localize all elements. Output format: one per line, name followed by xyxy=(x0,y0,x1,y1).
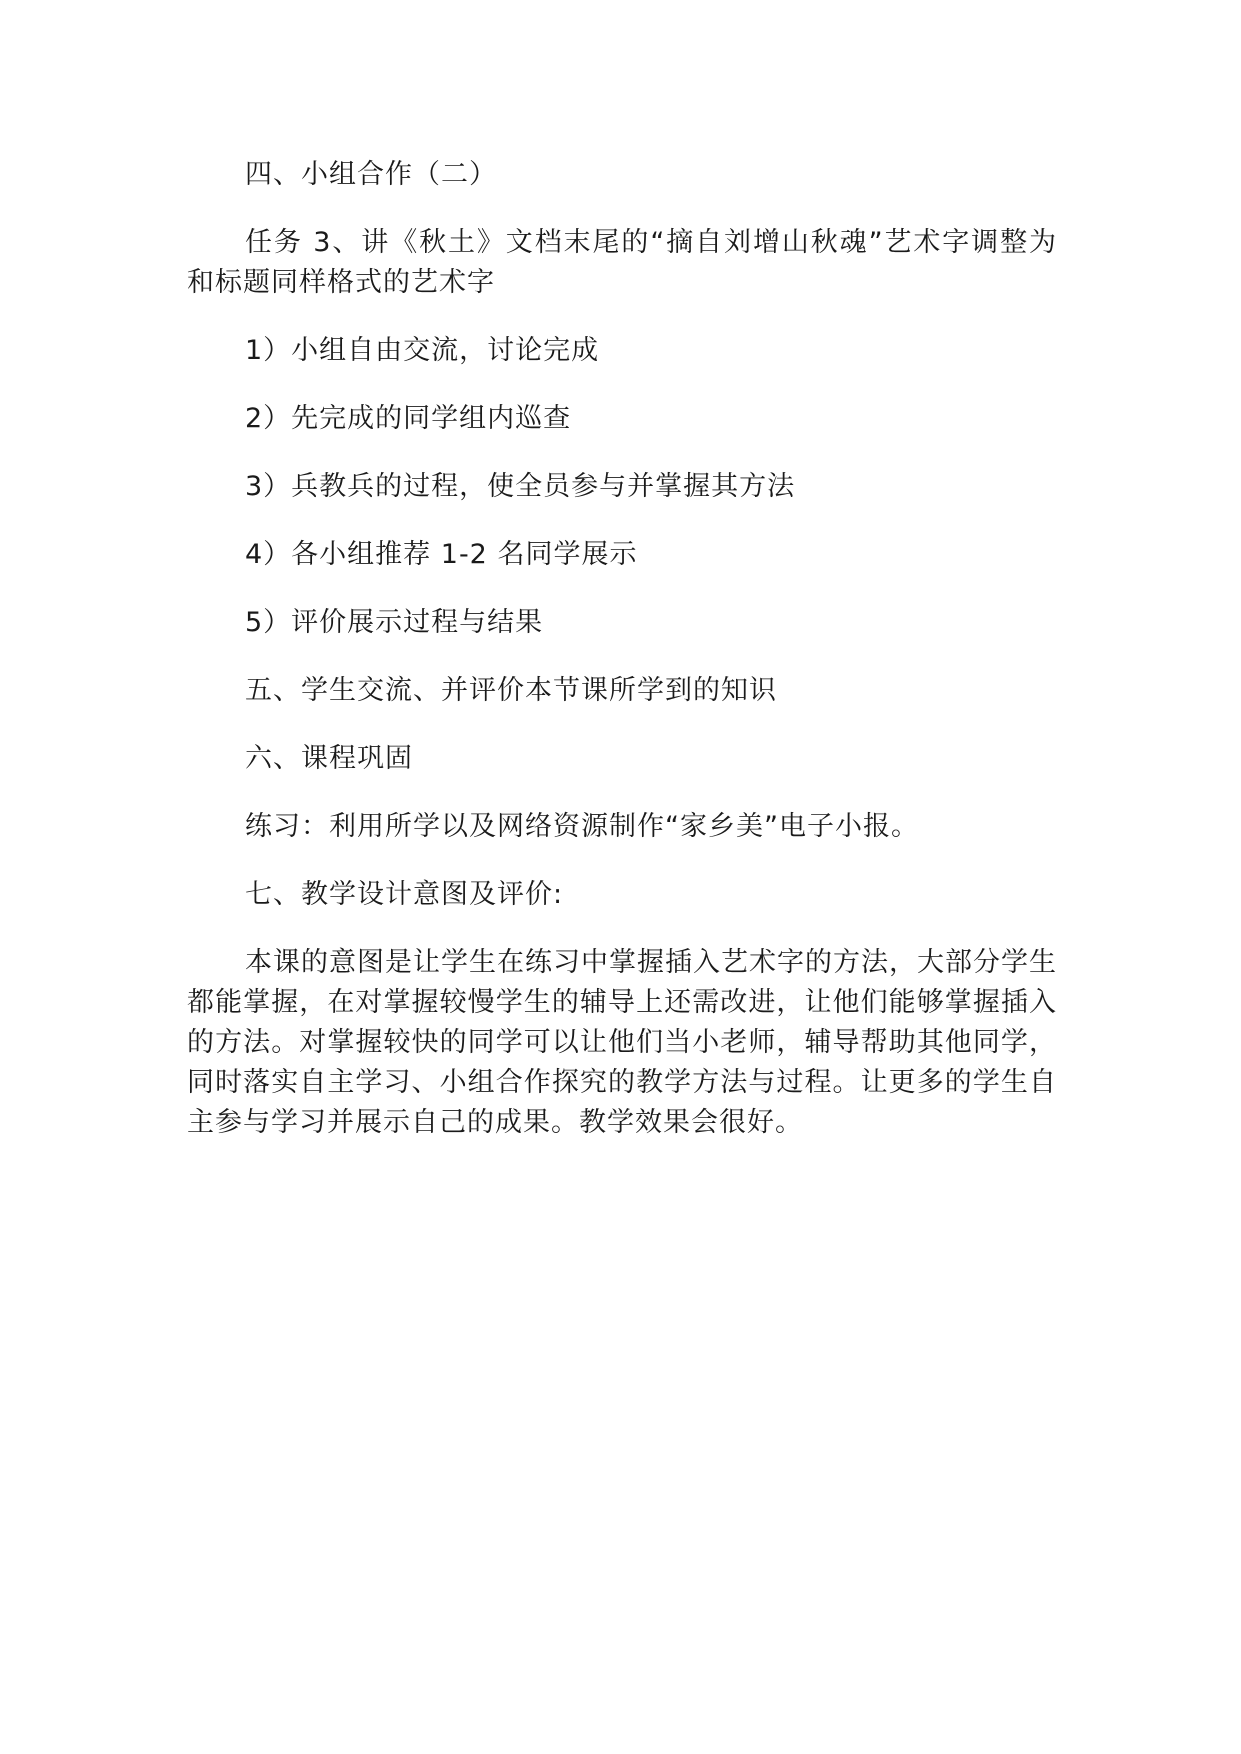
document-body xyxy=(187,155,1057,1171)
design-intent-paragraph: 本课的意图是让学生在练习中掌握插入艺术字的方法，大部分学生都能掌握，在对掌握较慢学生的辅导上还需改进，让他们能够掌握插入的方法。对掌握较快的同学可以让他们当小老师，辅导帮助其他同学，同时落实自主学习、小组合作探究的教学方法与过程。让更多的学生自主参与学习并展示自己的成果。教学效果会很好。 xyxy=(187,947,1057,1138)
section-heading-exchange: 五、学生交流、并评价本节课所学到的知识 xyxy=(245,675,777,706)
task-3-paragraph: 任务 3、讲《秋土》文档末尾的“摘自刘增山秋魂”艺术字调整为和标题同样格式的艺术字 xyxy=(187,227,1057,298)
step-3-item: 3）兵教兵的过程，使全员参与并掌握其方法 xyxy=(245,471,796,502)
exercise-paragraph: 练习：利用所学以及网络资源制作“家乡美”电子小报。 xyxy=(245,811,919,842)
step-1-item: 1）小组自由交流，讨论完成 xyxy=(245,335,600,366)
section-heading-consolidation: 六、课程巩固 xyxy=(245,743,413,774)
step-5-item: 5）评价展示过程与结果 xyxy=(245,607,544,638)
step-4-item: 4）各小组推荐 1-2 名同学展示 xyxy=(245,539,638,570)
section-heading-group-work: 四、小组合作（二） xyxy=(245,159,497,190)
step-2-item: 2）先完成的同学组内巡查 xyxy=(245,403,572,434)
section-heading-design-intent: 七、教学设计意图及评价: xyxy=(245,879,564,910)
